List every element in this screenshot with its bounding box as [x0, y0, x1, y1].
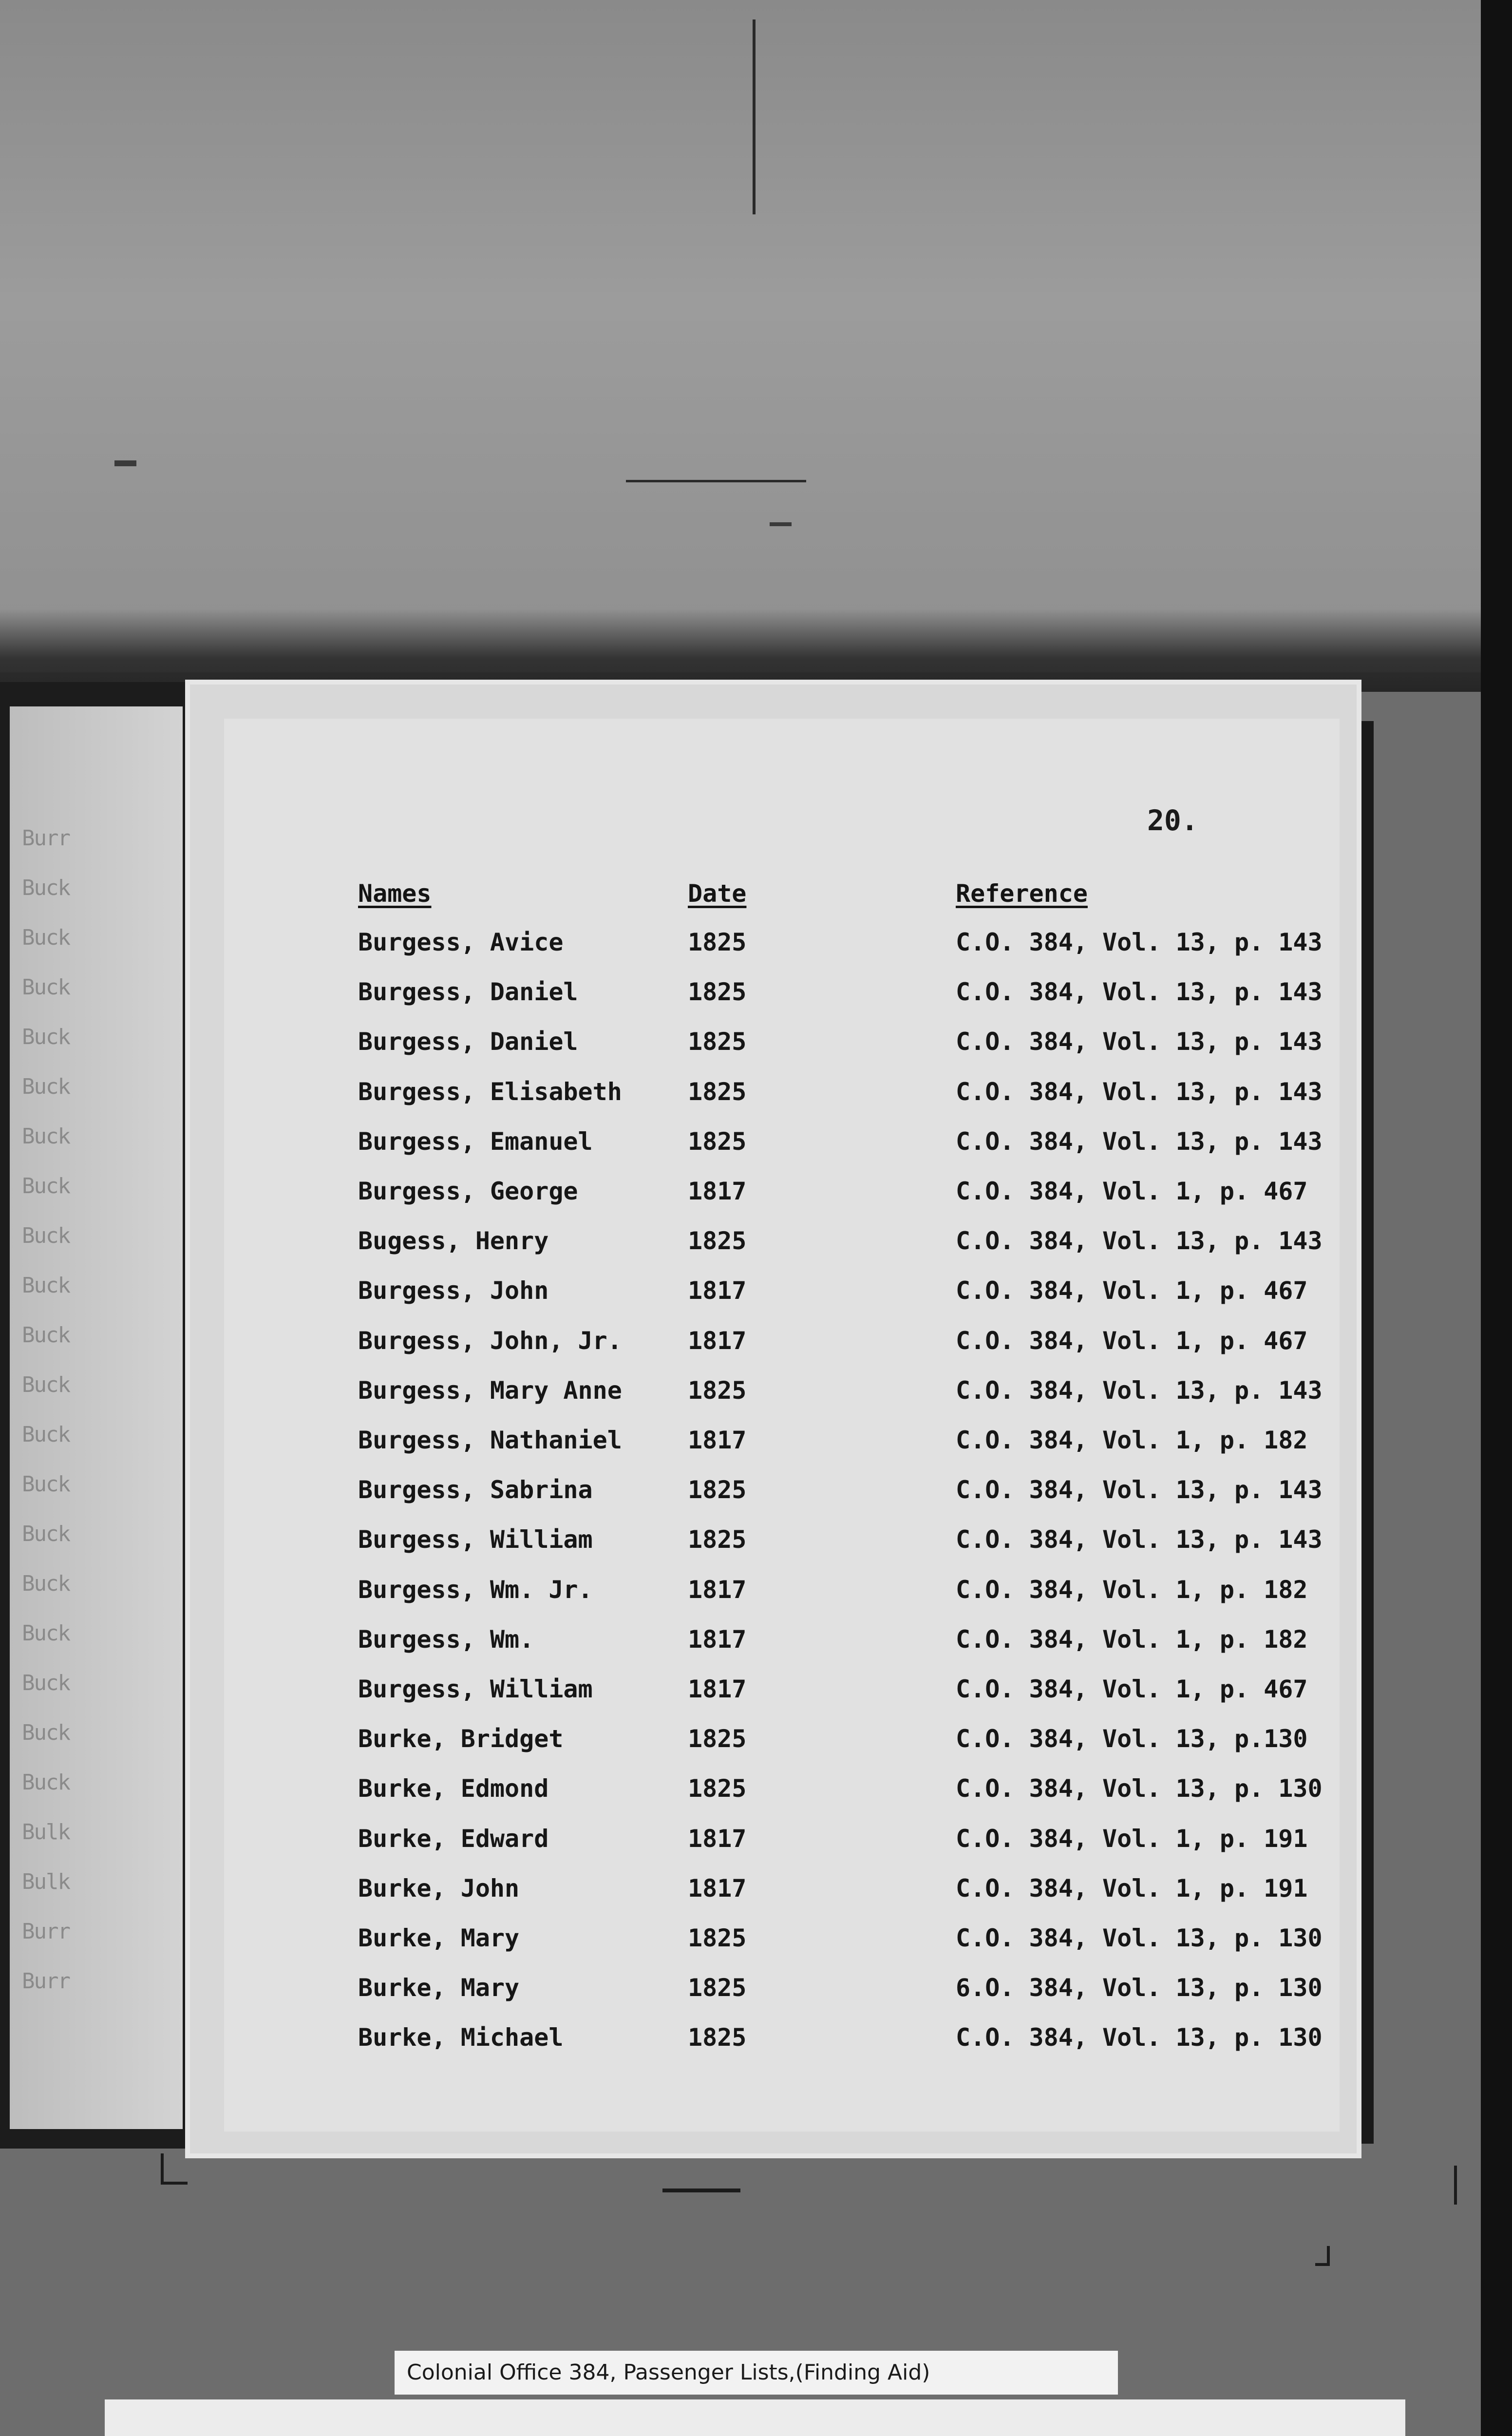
left-page-fragment: Burr	[22, 1919, 70, 1944]
entry-date: 1817	[688, 1625, 747, 1654]
entry-date: 1825	[688, 1525, 747, 1554]
entry-reference: C.O. 384, Vol. 13, p. 143	[956, 1476, 1323, 1504]
smudge-mark	[114, 460, 136, 466]
corner-mark	[161, 2153, 164, 2183]
table-row	[0, 1276, 1481, 1320]
archive-label	[105, 2399, 1405, 2436]
entry-reference: C.O. 384, Vol. 13, p. 143	[956, 928, 1323, 956]
corner-mark	[1327, 2246, 1330, 2265]
entry-name: Burgess, Wm.	[358, 1625, 534, 1654]
table-row	[0, 1177, 1481, 1221]
table-row	[0, 1028, 1481, 1071]
entry-name: Burke, Mary	[358, 1924, 520, 1952]
corner-mark	[1454, 2166, 1457, 2205]
entry-name: Burgess, Avice	[358, 928, 564, 956]
left-page-fragment: Buck	[22, 1273, 70, 1298]
entry-reference: C.O. 384, Vol. 1, p. 467	[956, 1327, 1308, 1355]
entry-date: 1825	[688, 1078, 747, 1106]
left-page-fragment: Burr	[22, 1969, 70, 1994]
corner-mark	[161, 2182, 188, 2185]
table-row	[0, 2023, 1481, 2067]
left-page-fragment: Buck	[22, 1422, 70, 1447]
entry-reference: C.O. 384, Vol. 13, p. 130	[956, 2023, 1323, 2052]
entry-reference: C.O. 384, Vol. 13, p. 143	[956, 1078, 1323, 1106]
left-page-fragment: Buck	[22, 1472, 70, 1497]
entry-name: Burgess, John	[358, 1276, 549, 1305]
entry-name: Burgess, Daniel	[358, 1028, 578, 1056]
table-row	[0, 1725, 1481, 1769]
entry-date: 1817	[688, 1675, 747, 1703]
caption-strip: Colonial Office 384, Passenger Lists,(Finding Aid)	[395, 2351, 1118, 2395]
table-row	[0, 1625, 1481, 1669]
entry-name: Burgess, George	[358, 1177, 578, 1205]
vertical-mark	[753, 19, 756, 214]
entry-date: 1817	[688, 1426, 747, 1454]
entry-reference: C.O. 384, Vol. 13, p. 143	[956, 1227, 1323, 1255]
left-page-fragment: Buck	[22, 1124, 70, 1149]
smudge-mark	[770, 522, 792, 526]
entry-date: 1825	[688, 928, 747, 956]
left-page-fragment: Buck	[22, 1770, 70, 1795]
left-page-fragment: Bulk	[22, 1820, 70, 1845]
entry-date: 1825	[688, 1924, 747, 1952]
table-row	[0, 1974, 1481, 2017]
entry-name: Burke, Michael	[358, 2023, 564, 2052]
table-row	[0, 1774, 1481, 1818]
left-page-fragment: Buck	[22, 1621, 70, 1646]
entry-reference: C.O. 384, Vol. 13, p. 143	[956, 1376, 1323, 1405]
table-row	[0, 928, 1481, 972]
entry-reference: C.O. 384, Vol. 13, p. 130	[956, 1924, 1323, 1952]
header-reference: Reference	[956, 879, 1088, 908]
entry-name: Burgess, Elisabeth	[358, 1078, 622, 1106]
entry-name: Burgess, Emanuel	[358, 1127, 593, 1156]
entry-date: 1825	[688, 1127, 747, 1156]
film-edge	[1481, 0, 1512, 2436]
entry-date: 1825	[688, 1974, 747, 2002]
entry-name: Bugess, Henry	[358, 1227, 549, 1255]
background-wall	[0, 0, 1481, 672]
entry-name: Burke, Mary	[358, 1974, 520, 2002]
table-row	[0, 1825, 1481, 1868]
entry-name: Burgess, Sabrina	[358, 1476, 593, 1504]
table-row	[0, 1327, 1481, 1370]
left-page-fragment: Buck	[22, 1074, 70, 1099]
table-row	[0, 1078, 1481, 1122]
left-page-fragment: Buck	[22, 1522, 70, 1546]
entry-name: Burgess, Daniel	[358, 978, 578, 1006]
entry-reference: C.O. 384, Vol. 13, p. 143	[956, 1127, 1323, 1156]
left-page-fragment: Bulk	[22, 1869, 70, 1894]
left-page-fragment: Buck	[22, 1223, 70, 1248]
entry-reference: C.O. 384, Vol. 1, p. 191	[956, 1825, 1308, 1853]
entry-name: Burke, John	[358, 1874, 520, 1903]
table-row	[0, 1525, 1481, 1569]
left-page-fragment: Buck	[22, 1671, 70, 1695]
entry-reference: C.O. 384, Vol. 13, p. 143	[956, 978, 1323, 1006]
entry-reference: C.O. 384, Vol. 1, p. 182	[956, 1426, 1308, 1454]
entry-date: 1817	[688, 1177, 747, 1205]
entry-date: 1817	[688, 1276, 747, 1305]
table-row	[0, 978, 1481, 1022]
entry-reference: C.O. 384, Vol. 13, p. 143	[956, 1028, 1323, 1056]
table-row	[0, 1675, 1481, 1719]
entry-name: Burgess, Wm. Jr.	[358, 1576, 593, 1604]
left-page-fragment: Buck	[22, 1372, 70, 1397]
table-row	[0, 1127, 1481, 1171]
left-page-fragment: Buck	[22, 1571, 70, 1596]
entry-reference: C.O. 384, Vol. 13, p.130	[956, 1725, 1308, 1753]
left-page-fragment: Buck	[22, 925, 70, 950]
entry-name: Burgess, William	[358, 1675, 593, 1703]
left-page-fragment: Buck	[22, 975, 70, 1000]
entry-date: 1817	[688, 1576, 747, 1604]
entry-name: Burke, Edmond	[358, 1774, 549, 1803]
entry-date: 1817	[688, 1825, 747, 1853]
entry-name: Burgess, Nathaniel	[358, 1426, 622, 1454]
table-row	[0, 1576, 1481, 1619]
entry-reference: C.O. 384, Vol. 13, p. 130	[956, 1774, 1323, 1803]
horizontal-mark	[626, 480, 806, 482]
entry-reference: C.O. 384, Vol. 1, p. 467	[956, 1177, 1308, 1205]
entry-reference: C.O. 384, Vol. 1, p. 182	[956, 1625, 1308, 1654]
entry-date: 1817	[688, 1327, 747, 1355]
entry-date: 1825	[688, 1476, 747, 1504]
entry-date: 1825	[688, 1376, 747, 1405]
entry-reference: 6.O. 384, Vol. 13, p. 130	[956, 1974, 1323, 2002]
left-page-fragment: Burr	[22, 826, 70, 851]
table-row	[0, 1227, 1481, 1271]
left-page-fragment: Buck	[22, 1323, 70, 1348]
left-page-fragment: Buck	[22, 1025, 70, 1049]
table-row	[0, 1376, 1481, 1420]
entry-date: 1817	[688, 1874, 747, 1903]
corner-mark	[662, 2189, 740, 2192]
entry-date: 1825	[688, 1028, 747, 1056]
entry-name: Burgess, John, Jr.	[358, 1327, 622, 1355]
table-row	[0, 1924, 1481, 1968]
entry-name: Burgess, William	[358, 1525, 593, 1554]
shadow-band	[0, 609, 1481, 692]
entry-date: 1825	[688, 1774, 747, 1803]
entry-name: Burke, Edward	[358, 1825, 549, 1853]
entry-date: 1825	[688, 978, 747, 1006]
entry-reference: C.O. 384, Vol. 13, p. 143	[956, 1525, 1323, 1554]
entry-reference: C.O. 384, Vol. 1, p. 467	[956, 1675, 1308, 1703]
entry-name: Burke, Bridget	[358, 1725, 564, 1753]
entry-reference: C.O. 384, Vol. 1, p. 182	[956, 1576, 1308, 1604]
entry-name: Burgess, Mary Anne	[358, 1376, 622, 1405]
entry-reference: C.O. 384, Vol. 1, p. 191	[956, 1874, 1308, 1903]
left-page-fragment: Buck	[22, 1174, 70, 1199]
left-page-fragment: Buck	[22, 1720, 70, 1745]
page-number: 20.	[1147, 804, 1198, 837]
entry-date: 1825	[688, 2023, 747, 2052]
header-date: Date	[688, 879, 747, 908]
entry-date: 1825	[688, 1725, 747, 1753]
table-row	[0, 1476, 1481, 1520]
entry-reference: C.O. 384, Vol. 1, p. 467	[956, 1276, 1308, 1305]
table-row	[0, 1426, 1481, 1470]
entry-date: 1825	[688, 1227, 747, 1255]
left-page-fragment: Buck	[22, 875, 70, 900]
table-row	[0, 1874, 1481, 1918]
header-names: Names	[358, 879, 432, 908]
